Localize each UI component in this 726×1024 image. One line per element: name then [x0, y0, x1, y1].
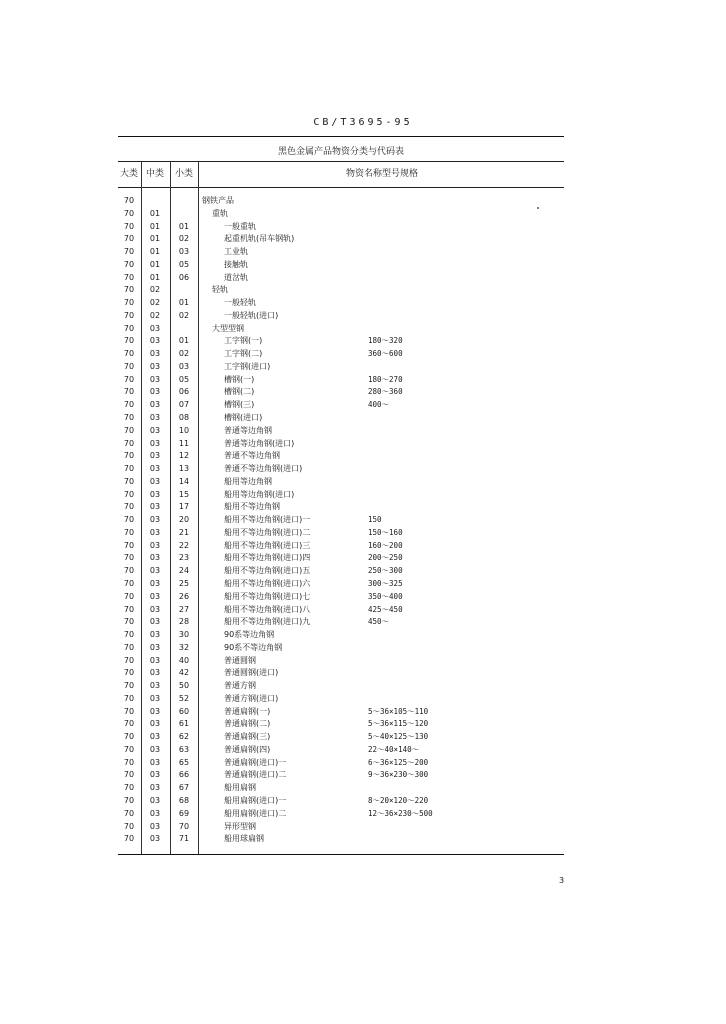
spec-cell: 9～36×230～300 [368, 770, 429, 780]
material-name-cell: 普通扁钢(四) [224, 744, 271, 754]
minor-code-cell: 22 [178, 540, 190, 550]
middle-code-cell: 03 [149, 744, 161, 754]
minor-code-cell: 02 [178, 234, 190, 244]
spec-cell: 200～250 [368, 553, 403, 563]
table-row [118, 272, 564, 285]
middle-code-cell: 03 [149, 336, 161, 346]
spec-cell: 250～300 [368, 566, 403, 576]
material-name-cell: 一般重轨 [224, 221, 256, 231]
minor-code-cell: 14 [178, 476, 190, 486]
spec-cell: 400～ [368, 400, 390, 410]
middle-code-cell: 03 [149, 693, 161, 703]
middle-code-cell: 03 [149, 642, 161, 652]
table-row [118, 731, 564, 744]
major-code-cell: 70 [123, 502, 135, 512]
minor-code-cell: 10 [178, 425, 190, 435]
major-code-cell: 70 [123, 540, 135, 550]
minor-code-cell: 07 [178, 400, 190, 410]
material-name-cell: 普通扁钢(一) [224, 706, 271, 716]
material-name-cell: 船用不等边角钢(进口)六 [224, 578, 311, 588]
minor-code-cell: 02 [178, 310, 190, 320]
page-number: 3 [559, 876, 565, 885]
material-name-cell: 起重机轨(吊车钢轨) [224, 234, 295, 244]
table-row [118, 808, 564, 821]
middle-code-cell: 03 [149, 770, 161, 780]
column-header-major: 大类 [119, 169, 138, 179]
table-row [118, 591, 564, 604]
table-row [118, 667, 564, 680]
spec-cell: 160～200 [368, 540, 403, 550]
middle-code-cell: 03 [149, 502, 161, 512]
minor-code-cell: 50 [178, 681, 190, 691]
material-name-cell: 槽钢(二) [224, 387, 255, 397]
material-name-cell: 普通扁钢(进口)二 [224, 770, 287, 780]
table-row [118, 642, 564, 655]
major-code-cell: 70 [123, 361, 135, 371]
major-code-cell: 70 [123, 553, 135, 563]
table-row [118, 552, 564, 565]
major-code-cell: 70 [123, 566, 135, 576]
major-code-cell: 70 [123, 795, 135, 805]
table-row [118, 769, 564, 782]
material-name-cell: 普通等边角钢 [224, 425, 272, 435]
minor-code-cell: 60 [178, 706, 190, 716]
major-code-cell: 70 [123, 591, 135, 601]
material-name-cell: 普通方钢 [224, 681, 256, 691]
major-code-cell: 70 [123, 630, 135, 640]
material-name-cell: 槽钢(三) [224, 400, 255, 410]
material-name-cell: 接触轨 [224, 259, 248, 269]
middle-code-cell: 03 [149, 476, 161, 486]
material-name-cell: 船用不等边角钢(进口)九 [224, 617, 311, 627]
middle-code-cell: 03 [149, 515, 161, 525]
table-title: 黑色金属产品物资分类与代码表 [277, 147, 404, 157]
middle-code-cell: 03 [149, 323, 161, 333]
minor-code-cell: 65 [178, 757, 190, 767]
major-code-cell: 70 [123, 834, 135, 844]
table-row [118, 335, 564, 348]
major-code-cell: 70 [123, 208, 135, 218]
major-code-cell: 70 [123, 770, 135, 780]
material-name-cell: 90系等边角钢 [224, 630, 275, 640]
middle-code-cell: 03 [149, 821, 161, 831]
spec-cell: 180～270 [368, 374, 403, 384]
material-name-cell: 重轨 [212, 208, 228, 218]
minor-code-cell: 32 [178, 642, 190, 652]
material-code-table [118, 195, 564, 846]
major-code-cell: 70 [123, 285, 135, 295]
material-name-cell: 大型型钢 [212, 323, 244, 333]
table-row [118, 399, 564, 412]
middle-code-cell: 03 [149, 387, 161, 397]
material-name-cell: 船用不等边角钢(进口)二 [224, 527, 311, 537]
middle-code-cell: 03 [149, 681, 161, 691]
minor-code-cell: 40 [178, 655, 190, 665]
middle-code-cell: 01 [149, 259, 161, 269]
table-row [118, 616, 564, 629]
major-code-cell: 70 [123, 476, 135, 486]
table-row [118, 540, 564, 553]
minor-code-cell: 27 [178, 604, 190, 614]
table-row [118, 757, 564, 770]
major-code-cell: 70 [123, 681, 135, 691]
material-name-cell: 普通圆钢 [224, 655, 256, 665]
middle-code-cell: 03 [149, 655, 161, 665]
material-name-cell: 船用不等边角钢(进口)一 [224, 515, 311, 525]
major-code-cell: 70 [123, 757, 135, 767]
spec-cell: 12～36×230～500 [368, 808, 433, 818]
material-name-cell: 船用扁钢(进口)二 [224, 808, 287, 818]
minor-code-cell: 62 [178, 732, 190, 742]
middle-code-cell: 03 [149, 540, 161, 550]
spec-cell: 180～320 [368, 336, 403, 346]
table-row [118, 323, 564, 336]
middle-code-cell: 03 [149, 413, 161, 423]
header-separator-rule [118, 187, 564, 188]
table-row [118, 310, 564, 323]
minor-code-cell: 63 [178, 744, 190, 754]
major-code-cell: 70 [123, 744, 135, 754]
table-row [118, 489, 564, 502]
major-code-cell: 70 [123, 336, 135, 346]
minor-code-cell: 03 [178, 247, 190, 257]
middle-code-cell: 03 [149, 630, 161, 640]
material-name-cell: 槽钢(一) [224, 374, 255, 384]
table-row [118, 706, 564, 719]
middle-code-cell: 03 [149, 834, 161, 844]
material-name-cell: 工字钢(进口) [224, 361, 271, 371]
major-code-cell: 70 [123, 489, 135, 499]
minor-code-cell: 23 [178, 553, 190, 563]
material-name-cell: 道岔轨 [224, 272, 248, 282]
table-row [118, 463, 564, 476]
table-row [118, 833, 564, 846]
middle-code-cell: 03 [149, 668, 161, 678]
table-row [118, 744, 564, 757]
major-code-cell: 70 [123, 706, 135, 716]
spec-cell: 6～36×125～200 [368, 757, 429, 767]
column-header-middle: 中类 [145, 169, 164, 179]
minor-code-cell: 52 [178, 693, 190, 703]
middle-code-cell: 03 [149, 438, 161, 448]
material-name-cell: 普通不等边角钢(进口) [224, 464, 303, 474]
middle-code-cell: 03 [149, 591, 161, 601]
major-code-cell: 70 [123, 515, 135, 525]
middle-code-cell: 01 [149, 247, 161, 257]
minor-code-cell: 70 [178, 821, 190, 831]
minor-code-cell: 08 [178, 413, 190, 423]
minor-code-cell: 11 [178, 438, 190, 448]
table-row [118, 680, 564, 693]
material-name-cell: 钢铁产品 [202, 196, 234, 205]
standard-code: CB/T3695-95 [313, 117, 413, 128]
scan-speck [537, 207, 539, 209]
major-code-cell: 70 [123, 732, 135, 742]
major-code-cell: 70 [123, 693, 135, 703]
minor-code-cell: 42 [178, 668, 190, 678]
minor-code-cell: 21 [178, 527, 190, 537]
major-code-cell: 70 [123, 808, 135, 818]
table-row [118, 578, 564, 591]
table-row [118, 386, 564, 399]
column-header-name: 物资名称型号规格 [345, 169, 418, 179]
minor-code-cell: 66 [178, 770, 190, 780]
table-row [118, 693, 564, 706]
major-code-cell: 70 [123, 438, 135, 448]
minor-code-cell: 02 [178, 349, 190, 359]
spec-cell: 22～40×140～ [368, 744, 420, 754]
material-name-cell: 普通方钢(进口) [224, 693, 279, 703]
middle-code-cell: 03 [149, 706, 161, 716]
material-name-cell: 船用不等边角钢(进口)三 [224, 540, 311, 550]
middle-code-cell: 03 [149, 719, 161, 729]
material-name-cell: 船用不等边角钢(进口)五 [224, 566, 311, 576]
major-code-cell: 70 [123, 578, 135, 588]
minor-code-cell: 15 [178, 489, 190, 499]
material-name-cell: 船用不等边角钢(进口)七 [224, 591, 311, 601]
major-code-cell: 70 [123, 451, 135, 461]
material-name-cell: 普通不等边角钢 [224, 451, 280, 461]
table-row [118, 195, 564, 208]
material-name-cell: 船用扁钢 [224, 783, 256, 793]
table-row [118, 629, 564, 642]
middle-code-cell: 02 [149, 285, 161, 295]
minor-code-cell: 01 [178, 221, 190, 231]
minor-code-cell: 71 [178, 834, 190, 844]
column-header-minor: 小类 [174, 169, 193, 179]
table-row [118, 514, 564, 527]
middle-code-cell: 03 [149, 553, 161, 563]
material-name-cell: 工业轨 [224, 247, 248, 257]
material-name-cell: 工字钢(一) [224, 336, 263, 346]
minor-code-cell: 01 [178, 298, 190, 308]
middle-code-cell: 02 [149, 298, 161, 308]
material-name-cell: 一般轻轨 [224, 298, 256, 308]
major-code-cell: 70 [123, 604, 135, 614]
minor-code-cell: 06 [178, 387, 190, 397]
major-code-cell: 70 [123, 196, 135, 205]
title-separator-rule [118, 161, 564, 162]
material-name-cell: 船用不等边角钢(进口)四 [224, 553, 311, 563]
material-name-cell: 船用扁钢(进口)一 [224, 795, 287, 805]
middle-code-cell: 03 [149, 527, 161, 537]
minor-code-cell: 30 [178, 630, 190, 640]
material-name-cell: 普通扁钢(进口)一 [224, 757, 287, 767]
minor-code-cell: 12 [178, 451, 190, 461]
table-row [118, 438, 564, 451]
middle-code-cell: 03 [149, 617, 161, 627]
major-code-cell: 70 [123, 719, 135, 729]
table-row [118, 259, 564, 272]
major-code-cell: 70 [123, 400, 135, 410]
major-code-cell: 70 [123, 821, 135, 831]
table-row [118, 782, 564, 795]
spec-cell: 280～360 [368, 387, 403, 397]
minor-code-cell: 03 [178, 361, 190, 371]
middle-code-cell: 01 [149, 272, 161, 282]
spec-cell: 350～400 [368, 591, 403, 601]
major-code-cell: 70 [123, 464, 135, 474]
spec-cell: 5～40×125～130 [368, 732, 429, 742]
major-code-cell: 70 [123, 234, 135, 244]
table-row [118, 348, 564, 361]
middle-code-cell: 03 [149, 349, 161, 359]
table-row [118, 208, 564, 221]
minor-code-cell: 13 [178, 464, 190, 474]
middle-code-cell: 03 [149, 400, 161, 410]
material-name-cell: 船用等边角钢(进口) [224, 489, 295, 499]
minor-code-cell: 20 [178, 515, 190, 525]
major-code-cell: 70 [123, 259, 135, 269]
table-row [118, 412, 564, 425]
major-code-cell: 70 [123, 425, 135, 435]
middle-code-cell: 03 [149, 361, 161, 371]
table-row [118, 821, 564, 834]
material-name-cell: 工字钢(二) [224, 349, 263, 359]
table-row [118, 297, 564, 310]
middle-code-cell: 03 [149, 566, 161, 576]
middle-code-cell: 03 [149, 757, 161, 767]
table-row [118, 501, 564, 514]
middle-code-cell: 01 [149, 221, 161, 231]
material-name-cell: 90系不等边角钢 [224, 642, 283, 652]
minor-code-cell: 28 [178, 617, 190, 627]
minor-code-cell: 05 [178, 259, 190, 269]
major-code-cell: 70 [123, 783, 135, 793]
major-code-cell: 70 [123, 310, 135, 320]
middle-code-cell: 03 [149, 578, 161, 588]
table-row [118, 565, 564, 578]
table-bottom-rule [118, 854, 564, 855]
table-row [118, 221, 564, 234]
major-code-cell: 70 [123, 323, 135, 333]
major-code-cell: 70 [123, 527, 135, 537]
material-name-cell: 船用等边角钢 [224, 476, 272, 486]
major-code-cell: 70 [123, 221, 135, 231]
middle-code-cell: 01 [149, 234, 161, 244]
material-name-cell: 槽钢(进口) [224, 413, 263, 423]
spec-cell: 425～450 [368, 604, 403, 614]
material-name-cell: 一般轻轨(进口) [224, 310, 279, 320]
minor-code-cell: 24 [178, 566, 190, 576]
material-name-cell: 船用不等边角钢(进口)八 [224, 604, 311, 614]
table-row [118, 246, 564, 259]
table-row [118, 425, 564, 438]
table-row [118, 361, 564, 374]
spec-cell: 300～325 [368, 578, 403, 588]
spec-cell: 150～160 [368, 527, 403, 537]
spec-cell: 5～36×105～110 [368, 706, 429, 716]
middle-code-cell: 03 [149, 795, 161, 805]
material-name-cell: 普通扁钢(三) [224, 732, 271, 742]
minor-code-cell: 25 [178, 578, 190, 588]
material-name-cell: 船用球扁钢 [224, 834, 264, 844]
table-row [118, 233, 564, 246]
major-code-cell: 70 [123, 617, 135, 627]
middle-code-cell: 03 [149, 808, 161, 818]
middle-code-cell: 01 [149, 208, 161, 218]
major-code-cell: 70 [123, 374, 135, 384]
minor-code-cell: 17 [178, 502, 190, 512]
table-row [118, 655, 564, 668]
major-code-cell: 70 [123, 247, 135, 257]
spec-cell: 8～20×120～220 [368, 795, 429, 805]
minor-code-cell: 69 [178, 808, 190, 818]
table-row [118, 374, 564, 387]
middle-code-cell: 03 [149, 732, 161, 742]
major-code-cell: 70 [123, 413, 135, 423]
material-name-cell: 普通等边角钢(进口) [224, 438, 295, 448]
middle-code-cell: 03 [149, 489, 161, 499]
material-name-cell: 普通圆钢(进口) [224, 668, 279, 678]
major-code-cell: 70 [123, 349, 135, 359]
middle-code-cell: 03 [149, 604, 161, 614]
minor-code-cell: 05 [178, 374, 190, 384]
table-row [118, 795, 564, 808]
spec-cell: 5～36×115～120 [368, 719, 429, 729]
spec-cell: 150 [368, 515, 382, 525]
major-code-cell: 70 [123, 642, 135, 652]
table-row [118, 284, 564, 297]
table-row [118, 450, 564, 463]
minor-code-cell: 61 [178, 719, 190, 729]
spec-cell: 360～600 [368, 349, 403, 359]
major-code-cell: 70 [123, 272, 135, 282]
material-name-cell: 轻轨 [212, 285, 228, 295]
middle-code-cell: 03 [149, 451, 161, 461]
middle-code-cell: 02 [149, 310, 161, 320]
material-name-cell: 普通扁钢(二) [224, 719, 271, 729]
table-row [118, 604, 564, 617]
major-code-cell: 70 [123, 668, 135, 678]
middle-code-cell: 03 [149, 783, 161, 793]
middle-code-cell: 03 [149, 425, 161, 435]
spec-cell: 450～ [368, 617, 390, 627]
table-row [118, 476, 564, 489]
middle-code-cell: 03 [149, 374, 161, 384]
major-code-cell: 70 [123, 387, 135, 397]
material-name-cell: 船用不等边角钢 [224, 502, 280, 512]
middle-code-cell: 03 [149, 464, 161, 474]
table-row [118, 527, 564, 540]
minor-code-cell: 26 [178, 591, 190, 601]
table-top-rule [118, 136, 564, 137]
major-code-cell: 70 [123, 298, 135, 308]
major-code-cell: 70 [123, 655, 135, 665]
minor-code-cell: 68 [178, 795, 190, 805]
material-name-cell: 异形型钢 [224, 821, 256, 831]
table-row [118, 718, 564, 731]
minor-code-cell: 01 [178, 336, 190, 346]
minor-code-cell: 06 [178, 272, 190, 282]
minor-code-cell: 67 [178, 783, 190, 793]
